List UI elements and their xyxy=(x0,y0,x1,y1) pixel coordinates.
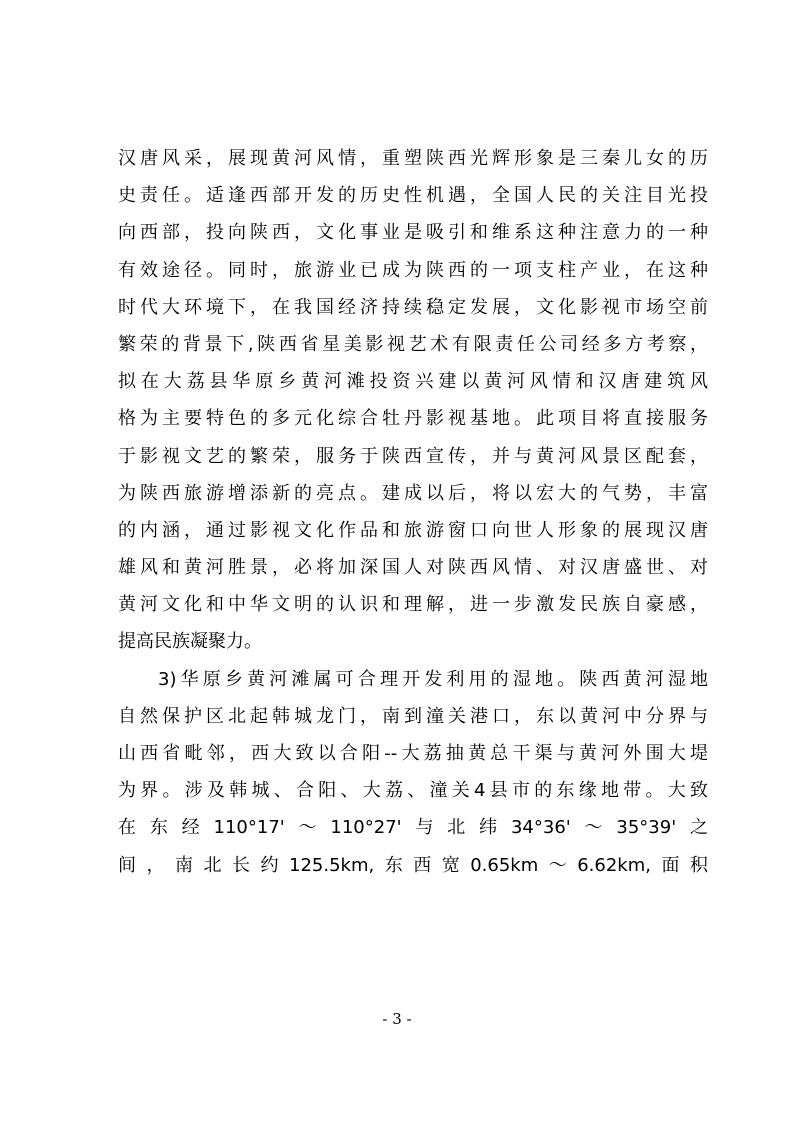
text-line: 自然保护区北起韩城龙门，南到潼关港口，东以黄河中分界与 xyxy=(118,705,708,727)
text-line: 黄河文化和中华文明的认识和理解，进一步激发民族自豪感， xyxy=(118,594,708,616)
text-line: 3)华原乡黄河滩属可合理开发利用的湿地。陕西黄河湿地 xyxy=(158,668,708,690)
text-line: 向西部，投向陕西，文化事业是吸引和维系这种注意力的一种 xyxy=(118,222,708,244)
text-line: 在东经110°17'～110°27'与北纬34°36'～35°39'之 xyxy=(118,817,708,839)
body-text xyxy=(118,140,708,884)
text-line: 山西省毗邻，西大致以合阳--大荔抽黄总干渠与黄河外围大堤 xyxy=(118,743,708,764)
text-line: 拟在大荔县华原乡黄河滩投资兴建以黄河风情和汉唐建筑风 xyxy=(118,371,708,393)
text-line: 为界。涉及韩城、合阳、大荔、潼关4县市的东缘地带。大致 xyxy=(118,780,708,802)
text-line: 提高民族凝聚力。 xyxy=(118,631,262,653)
text-line: 格为主要特色的多元化综合牡丹影视基地。此项目将直接服务 xyxy=(118,408,708,430)
text-line: 于影视文艺的繁荣，服务于陕西宣传，并与黄河风景区配套， xyxy=(118,445,708,467)
text-line: 为陕西旅游增添新的亮点。建成以后，将以宏大的气势，丰富 xyxy=(118,482,708,504)
text-line: 时代大环境下，在我国经济持续稳定发展，文化影视市场空前 xyxy=(118,296,708,318)
text-line: 繁荣的背景下,陕西省星美影视艺术有限责任公司经多方考察， xyxy=(118,333,708,355)
text-line: 史责任。适逢西部开发的历史性机遇，全国人民的关注目光投 xyxy=(118,185,708,207)
text-line: 间，南北长约125.5km,东西宽0.65km～6.62km,面积 xyxy=(118,854,708,876)
text-line: 汉唐风采，展现黄河风情，重塑陕西光辉形象是三秦儿女的历 xyxy=(118,148,708,169)
text-line: 的内涵，通过影视文化作品和旅游窗口向世人形象的展现汉唐 xyxy=(118,519,708,541)
text-line: 雄风和黄河胜景，必将加深国人对陕西风情、对汉唐盛世、对 xyxy=(118,557,708,579)
text-line: 有效途径。同时，旅游业已成为陕西的一项支柱产业，在这种 xyxy=(118,259,708,281)
page-number: - 3 - xyxy=(382,1010,412,1028)
